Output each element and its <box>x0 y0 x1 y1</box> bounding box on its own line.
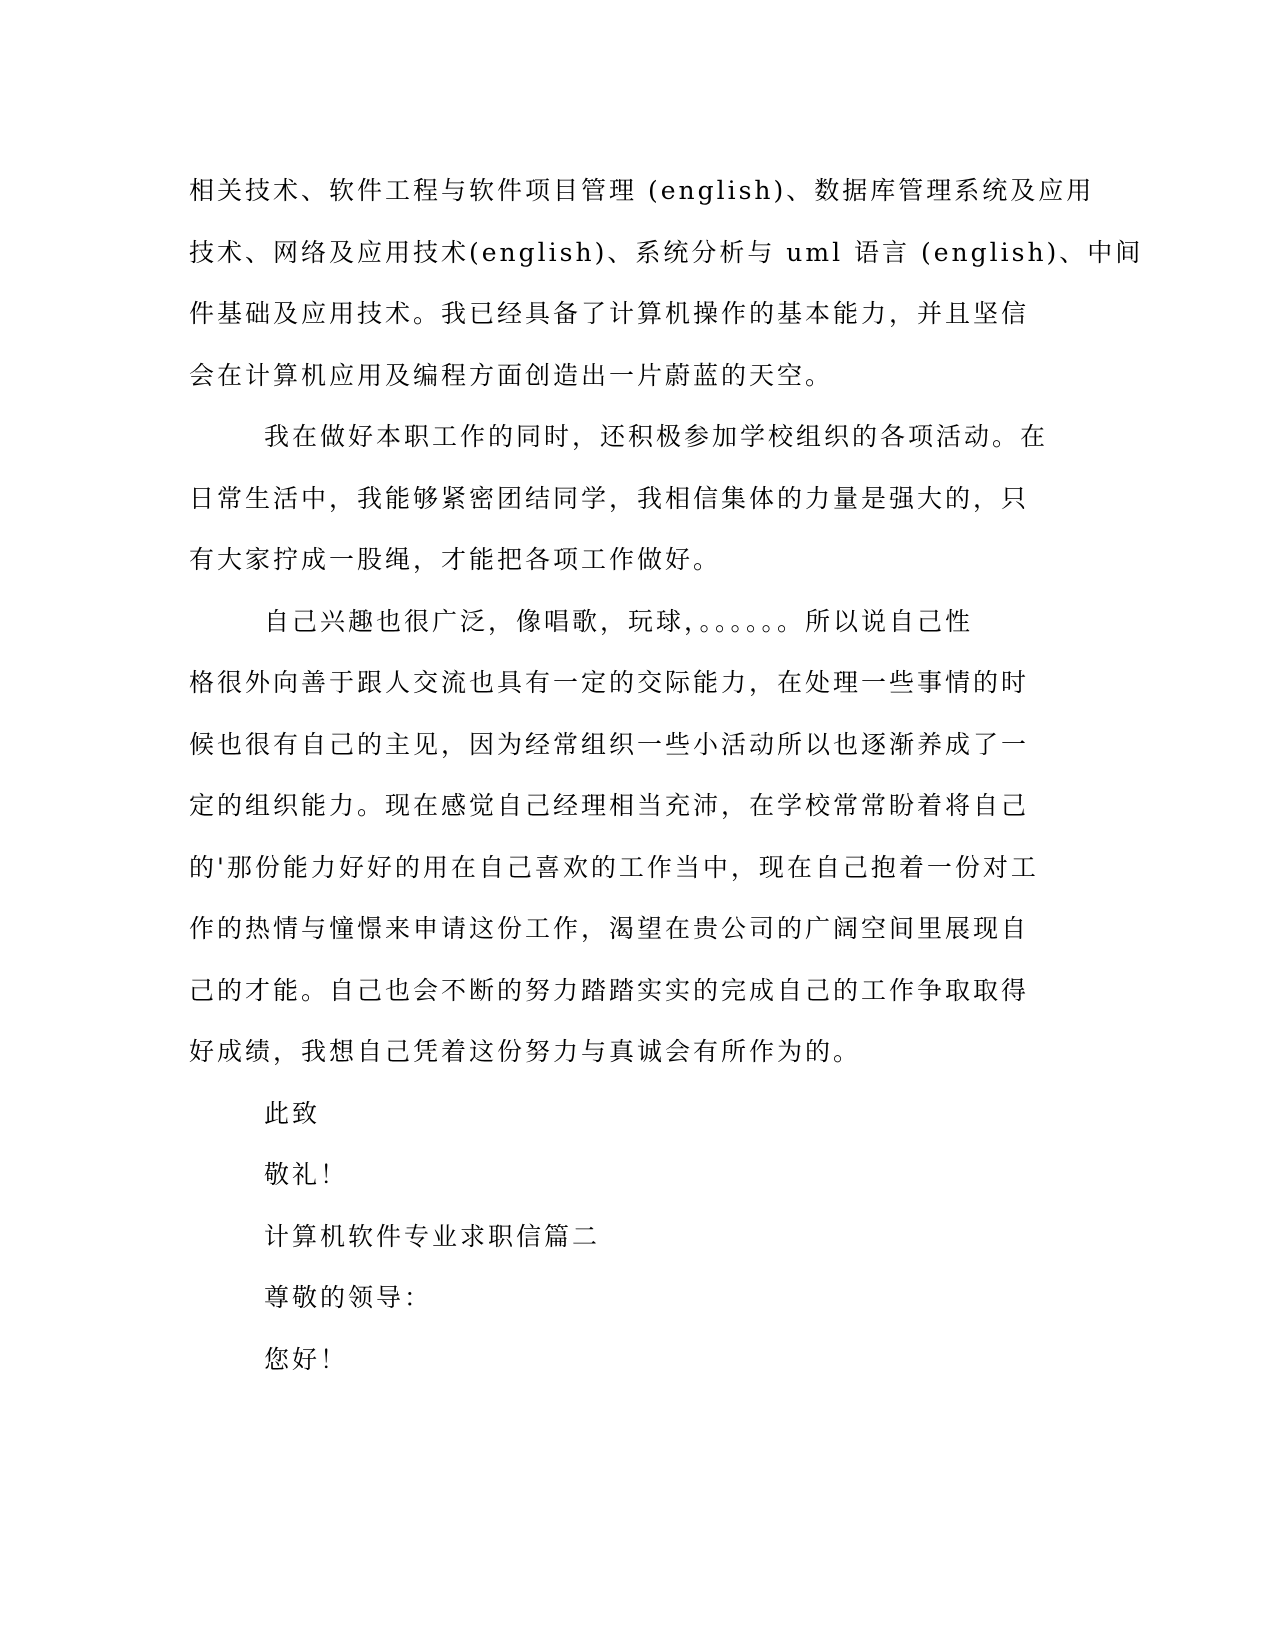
text-line: 我在做好本职工作的同时，还积极参加学校组织的各项活动。在 <box>264 422 1049 451</box>
section-title: 计算机软件专业求职信篇二 <box>264 1221 601 1251</box>
text-line: 件基础及应用技术。我已经具备了计算机操作的基本能力，并且坚信 <box>189 299 1030 328</box>
document-body <box>189 160 1144 1390</box>
text-line: 的'那份能力好好的用在自己喜欢的工作当中，现在自己抱着一份对工 <box>189 852 1039 882</box>
text-line: 作的热情与憧憬来申请这份工作，渴望在贵公司的广阔空间里展现自 <box>189 914 1030 943</box>
text-line: 会在计算机应用及编程方面创造出一片蔚蓝的天空。 <box>189 360 834 390</box>
greeting-recipient: 尊敬的领导： <box>264 1283 433 1312</box>
text-line: 好成绩，我想自己凭着这份努力与真诚会有所作为的。 <box>189 1037 862 1066</box>
text-line: 格很外向善于跟人交流也具有一定的交际能力，在处理一些事情的时 <box>189 668 1030 697</box>
text-line: 自己兴趣也很广泛，像唱歌，玩球，。。。。。。所以说自己性 <box>264 606 974 636</box>
paragraph-skills <box>189 160 1144 406</box>
text-line: 定的组织能力。现在感觉自己经理相当充沛，在学校常常盼着将自己 <box>189 791 1030 820</box>
salutation-jingli: 敬礼！ <box>264 1160 349 1189</box>
salutation-cizhi: 此致 <box>264 1098 321 1128</box>
text-line: 相关技术、软件工程与软件项目管理 (english)、数据库管理系统及应用 <box>189 176 1095 205</box>
text-line: 候也很有自己的主见，因为经常组织一些小活动所以也逐渐养成了一 <box>189 729 1030 759</box>
paragraph-activities <box>189 406 1089 591</box>
text-line: 有大家拧成一股绳，才能把各项工作做好。 <box>189 545 722 574</box>
text-line: 己的才能。自己也会不断的努力踏踏实实的完成自己的工作争取取得 <box>189 975 1030 1005</box>
greeting: 您好！ <box>264 1344 349 1374</box>
text-line: 日常生活中，我能够紧密团结同学，我相信集体的力量是强大的，只 <box>189 483 1030 513</box>
paragraph-interests <box>189 591 1089 1083</box>
text-line: 技术、网络及应用技术(english)、系统分析与 uml 语言 (english)、中间 <box>189 237 1144 267</box>
